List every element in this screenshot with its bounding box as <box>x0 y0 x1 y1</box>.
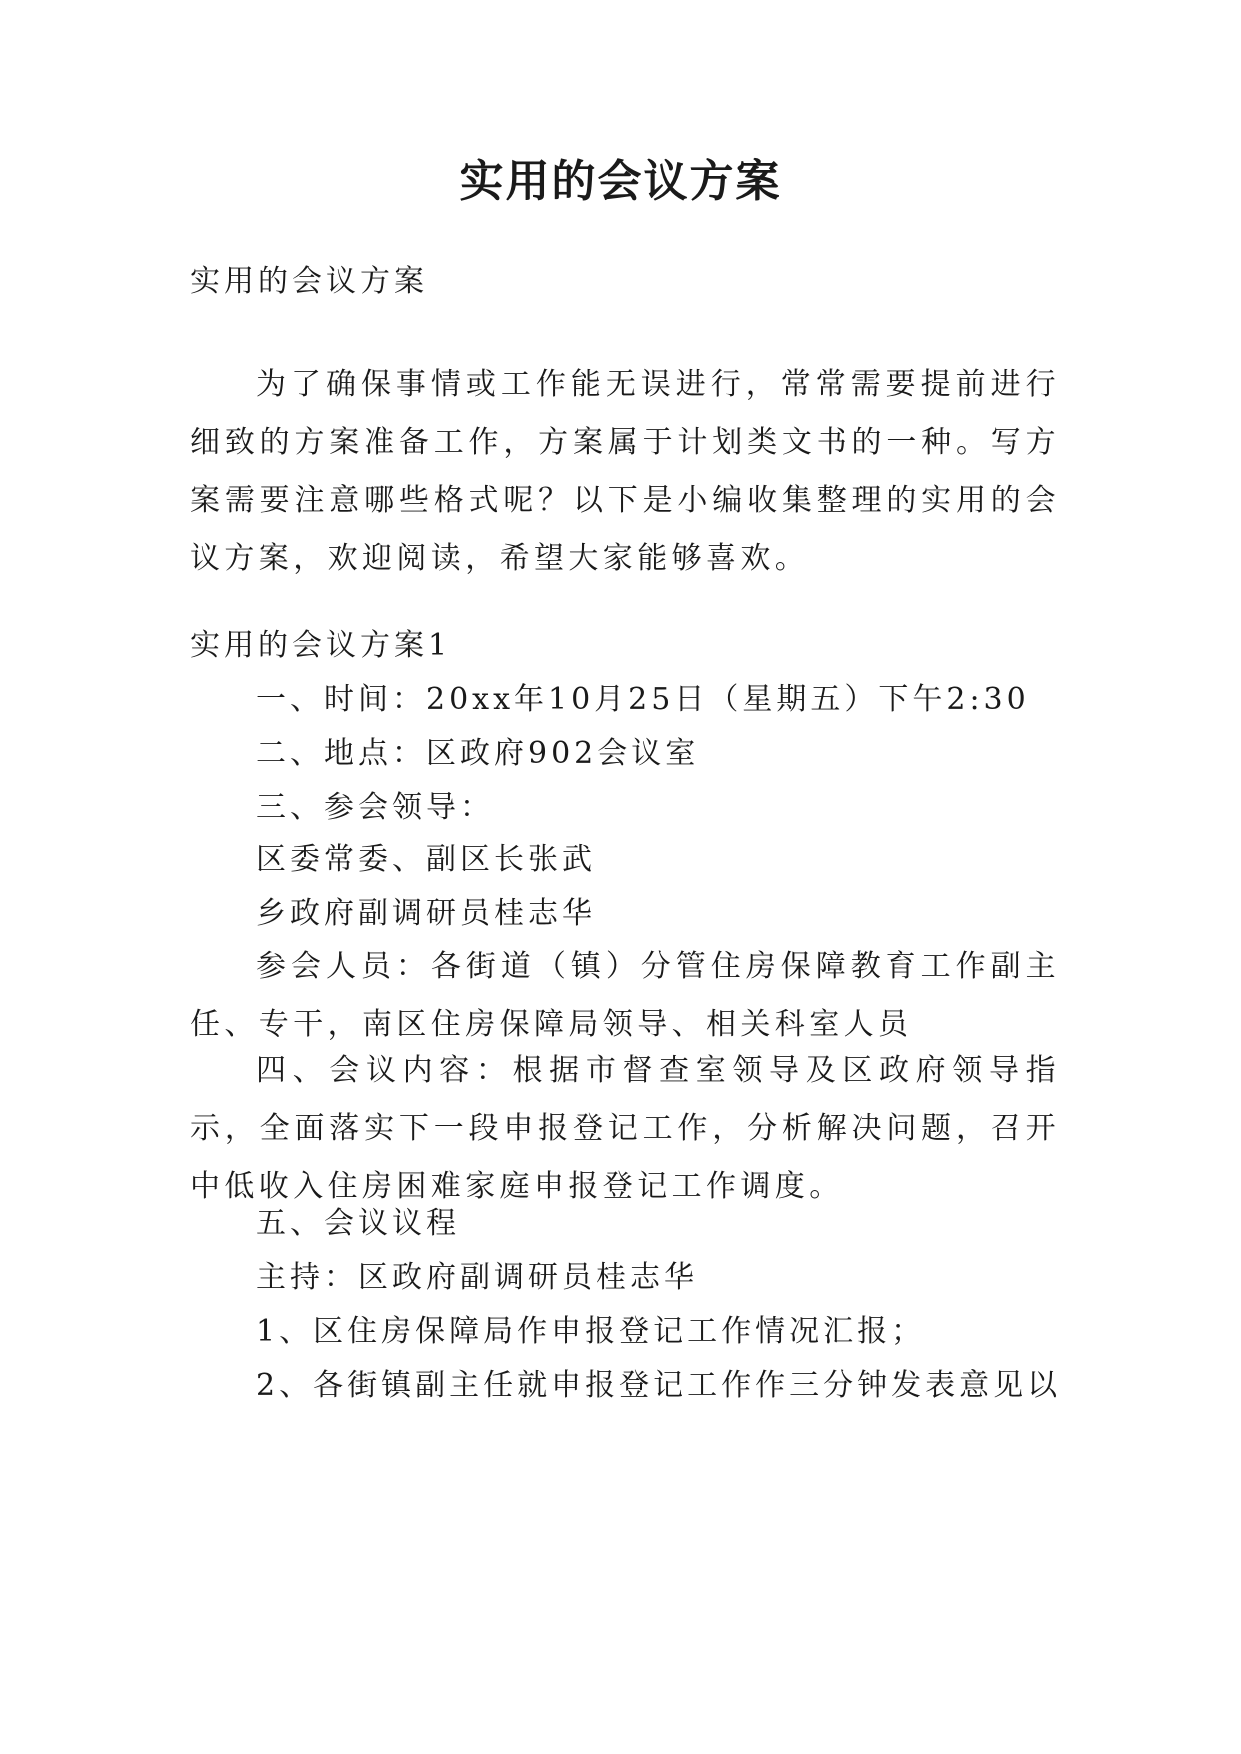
agenda-item: 1、区住房保障局作申报登记工作情况汇报； <box>256 1314 926 1349</box>
agenda-item: 2、各街镇副主任就申报登记工作作三分钟发表意见以 <box>256 1368 1062 1403</box>
leader-item: 乡政府副调研员桂志华 <box>256 896 596 931</box>
section-heading: 实用的会议方案1 <box>190 628 452 663</box>
leaders-heading: 三、参会领导： <box>256 790 494 825</box>
attendees-paragraph: 参会人员：各街道（镇）分管住房保障教育工作副主任、专干，南区住房保障局领导、相关科室人员 <box>190 949 1060 1042</box>
meeting-place: 二、地点：区政府902会议室 <box>256 736 700 771</box>
agenda-host: 主持：区政府副调研员桂志华 <box>256 1260 698 1295</box>
content-paragraph: 四、会议内容：根据市督查室领导及区政府领导指示，全面落实下一段申报登记工作，分析解决问题，召开中低收入住房困难家庭申报登记工作调度。 <box>190 1053 1060 1204</box>
intro-paragraph: 为了确保事情或工作能无误进行，常常需要提前进行细致的方案准备工作，方案属于计划类文书的一种。写方案需要注意哪些格式呢？以下是小编收集整理的实用的会议方案，欢迎阅读，希望大家能够喜欢。 <box>190 367 1060 576</box>
agenda-heading: 五、会议议程 <box>256 1206 460 1241</box>
meeting-time: 一、时间：20xx年10月25日（星期五）下午2:30 <box>256 682 1030 717</box>
document-title: 实用的会议方案 <box>459 156 782 207</box>
subtitle: 实用的会议方案 <box>190 264 428 299</box>
leader-item: 区委常委、副区长张武 <box>256 842 596 877</box>
